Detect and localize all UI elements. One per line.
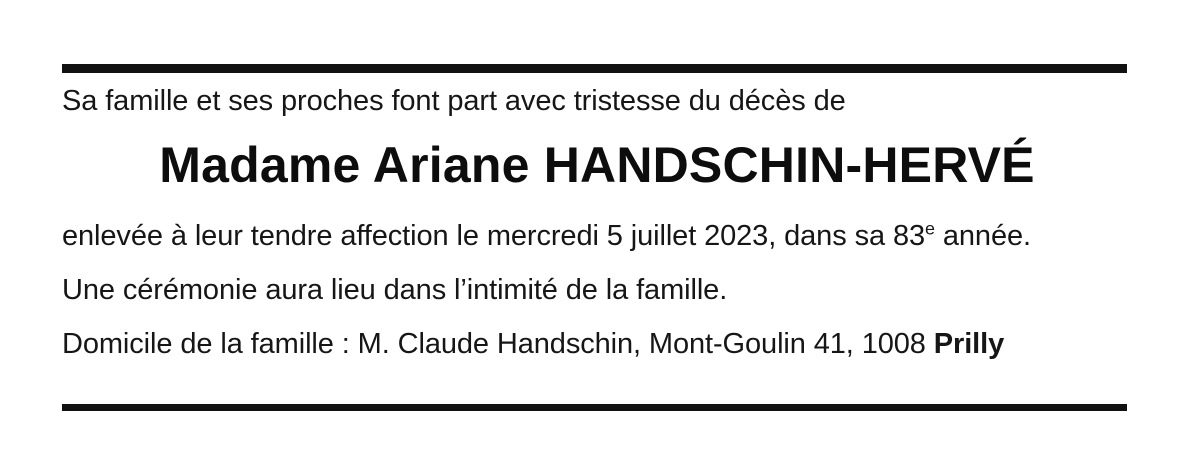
ordinal-suffix: e (925, 218, 935, 239)
ceremony-line: Une cérémonie aura lieu dans l’intimité de la famille. (62, 274, 728, 307)
notice-content (62, 82, 1132, 364)
address-text: Domicile de la famille : M. Claude Handschin, Mont-Goulin 41, 1008 (62, 328, 934, 361)
deceased-name: Madame Ariane HANDSCHIN-HERVÉ (159, 137, 1035, 194)
intro-line: Sa famille et ses proches font part avec tristesse du décès de (62, 85, 846, 117)
bottom-rule-divider (62, 404, 1127, 411)
death-date-text-before: enlevée à leur tendre affection le mercredi 5 juillet 2023, dans sa 83 (62, 219, 926, 252)
top-rule-divider (62, 64, 1127, 73)
death-date-text-after: année. (934, 219, 1031, 252)
address-line (62, 325, 1132, 363)
death-date-line (62, 217, 1132, 255)
address-city: Prilly (933, 328, 1005, 361)
